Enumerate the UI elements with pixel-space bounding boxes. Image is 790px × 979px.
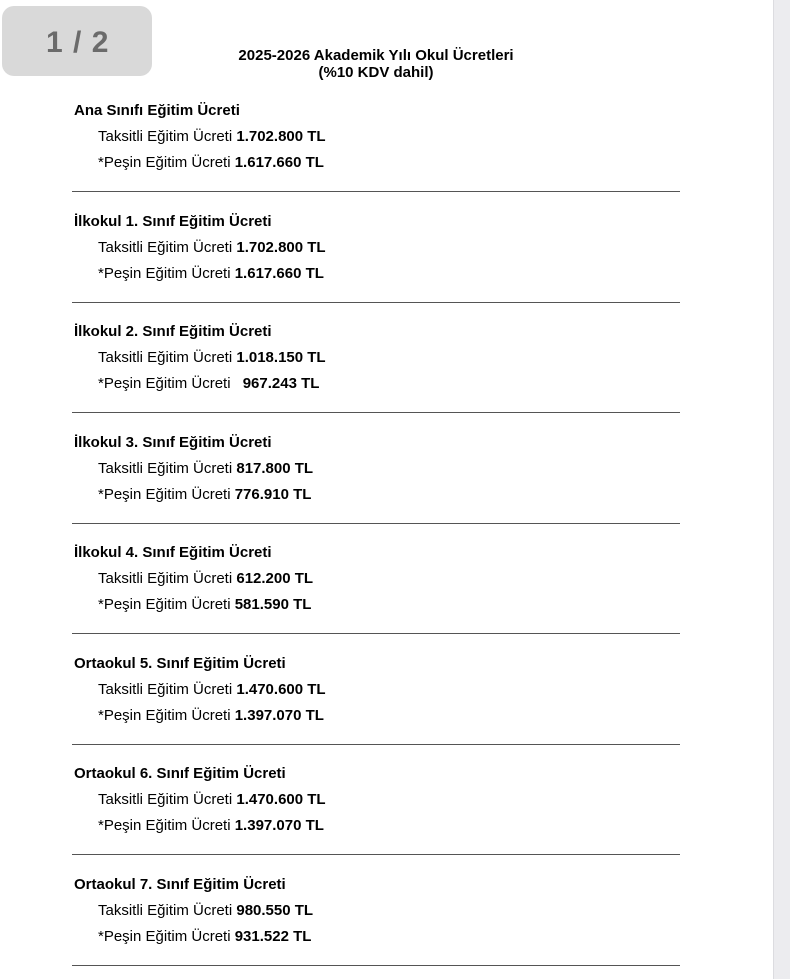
document-title xyxy=(0,47,752,81)
section-divider xyxy=(72,854,680,855)
cash-value: 1.397.070 TL xyxy=(234,706,324,724)
section-title: İlkokul 4. Sınıf Eğitim Ücreti xyxy=(74,544,272,561)
fee-section xyxy=(72,653,680,764)
section-divider xyxy=(72,965,680,966)
cash-row xyxy=(98,707,324,724)
cash-row xyxy=(98,486,311,503)
installment-value: 612.200 TL xyxy=(236,570,314,587)
cash-value: 581.590 TL xyxy=(234,596,312,613)
cash-value: 1.397.070 TL xyxy=(234,817,324,834)
installment-value: 1.702.800 TL xyxy=(236,238,326,256)
cash-label: *Peşin Eğitim Ücreti xyxy=(98,375,231,392)
section-title: İlkokul 1. Sınıf Eğitim Ücreti xyxy=(74,212,272,230)
cash-row xyxy=(98,265,324,282)
installment-row xyxy=(98,791,326,808)
installment-value: 1.470.600 TL xyxy=(236,680,326,698)
installment-row xyxy=(98,128,326,145)
installment-value: 1.018.150 TL xyxy=(236,349,326,366)
fee-section xyxy=(72,874,680,979)
cash-value: 1.617.660 TL xyxy=(234,154,324,171)
cash-row xyxy=(98,596,311,613)
cash-row xyxy=(98,817,324,834)
installment-label: Taksitli Eğitim Ücreti xyxy=(98,459,233,477)
cash-value: 1.617.660 TL xyxy=(234,264,324,282)
installment-label: Taksitli Eğitim Ücreti xyxy=(98,570,233,587)
document-title-line2: (%10 KDV dahil) xyxy=(318,64,434,81)
cash-label: *Peşin Eğitim Ücreti xyxy=(98,596,231,613)
installment-label: Taksitli Eğitim Ücreti xyxy=(98,680,233,698)
cash-row xyxy=(98,928,311,945)
fee-section xyxy=(72,321,680,432)
fee-section xyxy=(72,542,680,653)
cash-label: *Peşin Eğitim Ücreti xyxy=(98,154,231,171)
section-title: Ortaokul 5. Sınıf Eğitim Ücreti xyxy=(74,654,286,672)
cash-label: *Peşin Eğitim Ücreti xyxy=(98,927,231,945)
section-title: İlkokul 2. Sınıf Eğitim Ücreti xyxy=(74,323,272,340)
cash-label: *Peşin Eğitim Ücreti xyxy=(98,706,231,724)
section-divider xyxy=(72,302,680,303)
document-title-line1: 2025-2026 Akademik Yılı Okul Ücretleri xyxy=(238,47,514,64)
cash-value: 967.243 TL xyxy=(242,375,320,392)
installment-label: Taksitli Eğitim Ücreti xyxy=(98,901,233,919)
section-title: Ortaokul 7. Sınıf Eğitim Ücreti xyxy=(74,875,286,893)
installment-row xyxy=(98,349,326,366)
installment-value: 1.702.800 TL xyxy=(236,128,326,145)
fee-section xyxy=(72,211,680,322)
section-divider xyxy=(72,191,680,192)
cash-value: 931.522 TL xyxy=(234,927,312,945)
section-divider xyxy=(72,744,680,745)
installment-value: 1.470.600 TL xyxy=(236,791,326,808)
fee-section xyxy=(72,100,680,211)
installment-value: 980.550 TL xyxy=(236,901,314,919)
fee-sections xyxy=(72,100,680,979)
section-divider xyxy=(72,523,680,524)
cash-row xyxy=(98,375,319,392)
fee-section xyxy=(72,432,680,543)
cash-label: *Peşin Eğitim Ücreti xyxy=(98,485,231,503)
section-divider xyxy=(72,412,680,413)
section-title: Ortaokul 6. Sınıf Eğitim Ücreti xyxy=(74,765,286,782)
installment-label: Taksitli Eğitim Ücreti xyxy=(98,791,233,808)
installment-row xyxy=(98,681,326,698)
installment-row xyxy=(98,902,313,919)
installment-row xyxy=(98,239,326,256)
installment-row xyxy=(98,460,313,477)
section-divider xyxy=(72,633,680,634)
section-title: Ana Sınıfı Eğitim Ücreti xyxy=(74,102,240,119)
cash-value: 776.910 TL xyxy=(234,485,312,503)
section-title: İlkokul 3. Sınıf Eğitim Ücreti xyxy=(74,433,272,451)
cash-label: *Peşin Eğitim Ücreti xyxy=(98,817,231,834)
installment-label: Taksitli Eğitim Ücreti xyxy=(98,238,233,256)
installment-row xyxy=(98,570,313,587)
page-indicator-text: 1 / 2 xyxy=(46,26,110,59)
cash-row xyxy=(98,154,324,171)
scrollbar[interactable] xyxy=(773,0,790,979)
fee-section xyxy=(72,763,680,874)
installment-value: 817.800 TL xyxy=(236,459,314,477)
installment-label: Taksitli Eğitim Ücreti xyxy=(98,349,233,366)
installment-label: Taksitli Eğitim Ücreti xyxy=(98,128,233,145)
cash-label: *Peşin Eğitim Ücreti xyxy=(98,264,231,282)
